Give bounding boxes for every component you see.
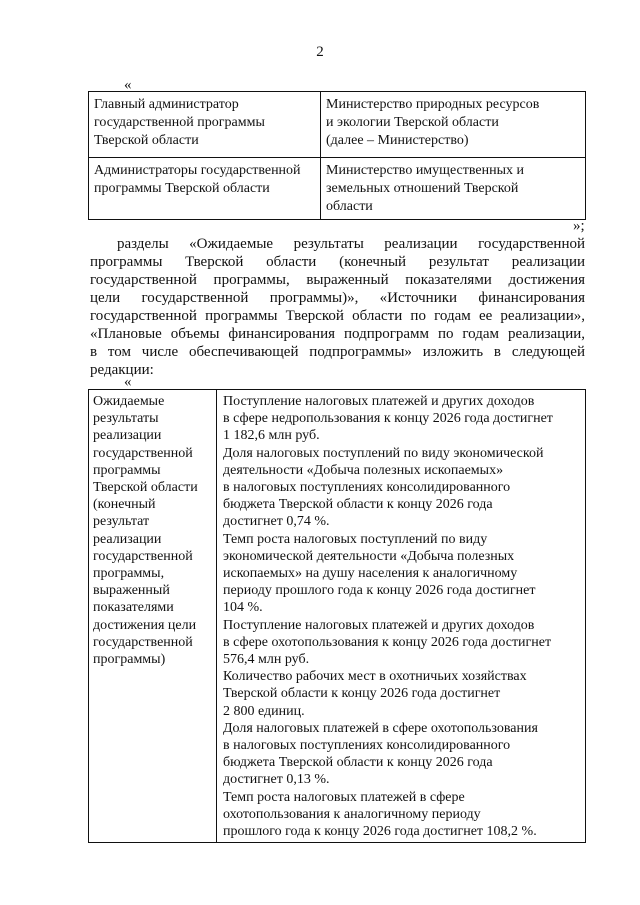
body-paragraph: разделы «Ожидаемые результаты реализации государственной программы Тверской области (конечный результат реализации государственной программы, выраженный показателями достижения цели государственной программы)», «Источники финансирования государственной программы Тверской области по годам ее реализации», «Плановые объемы финансирования подпрограмм по годам реализации, в том числе обеспечивающей подпрограммы» изложить в следующей редакции: — [90, 236, 585, 378]
table-cell-value: Поступление налоговых платежей и других доходов в сфере недропользования к концу 2026 года достигнет 1 182,6 млн руб. Доля налоговых поступлений по виду экономической деятельности «Добыча полезных ископаемых» в налоговых поступлениях консолидированного бюджета Тверской области к концу 2026 года достигнет 0,74 %. Темп роста налоговых поступлений по виду экономической деятельности «Добыча полезных ископаемых» на душу населения к аналогичному периоду прошлого года к концу 2026 года достигнет 104 %. Поступление налоговых платежей и других доходов в сфере охотопользования к концу 2026 года достигнет 576,4 млн руб. Количество рабочих мест в охотничьих хозяйствах Тверской области к концу 2026 года достигнет 2 800 единиц. Доля налоговых платежей в сфере охотопользования в налоговых поступлениях консолидированного бюджета Тверской области к концу 2026 года достигнет 0,13 %. Темп роста налоговых платежей в сфере охотопользования к аналогичному периоду прошлого года к концу 2026 года достигнет 108,2 %. — [217, 390, 586, 843]
administrators-table — [88, 91, 586, 220]
table-cell-label: Администраторы государственной программы Тверской области — [89, 158, 321, 220]
closing-quote: »; — [573, 218, 585, 234]
table-cell-label: Ожидаемые результаты реализации государственной программы Тверской области (конечный результат реализации государственной программы, выраженный показателями достижения цели государственной программы) — [89, 390, 217, 843]
page-number: 2 — [316, 44, 324, 60]
table-cell-label: Главный администратор государственной программы Тверской области — [89, 92, 321, 158]
table-row — [89, 158, 586, 220]
table-cell-value: Министерство имущественных и земельных отношений Тверской области — [321, 158, 586, 220]
opening-quote: « — [124, 77, 132, 93]
table-row — [89, 390, 586, 843]
table-cell-value: Министерство природных ресурсов и экологии Тверской области (далее – Министерство) — [321, 92, 586, 158]
opening-quote-2: « — [124, 374, 132, 390]
table-row — [89, 92, 586, 158]
expected-results-table — [88, 389, 586, 843]
